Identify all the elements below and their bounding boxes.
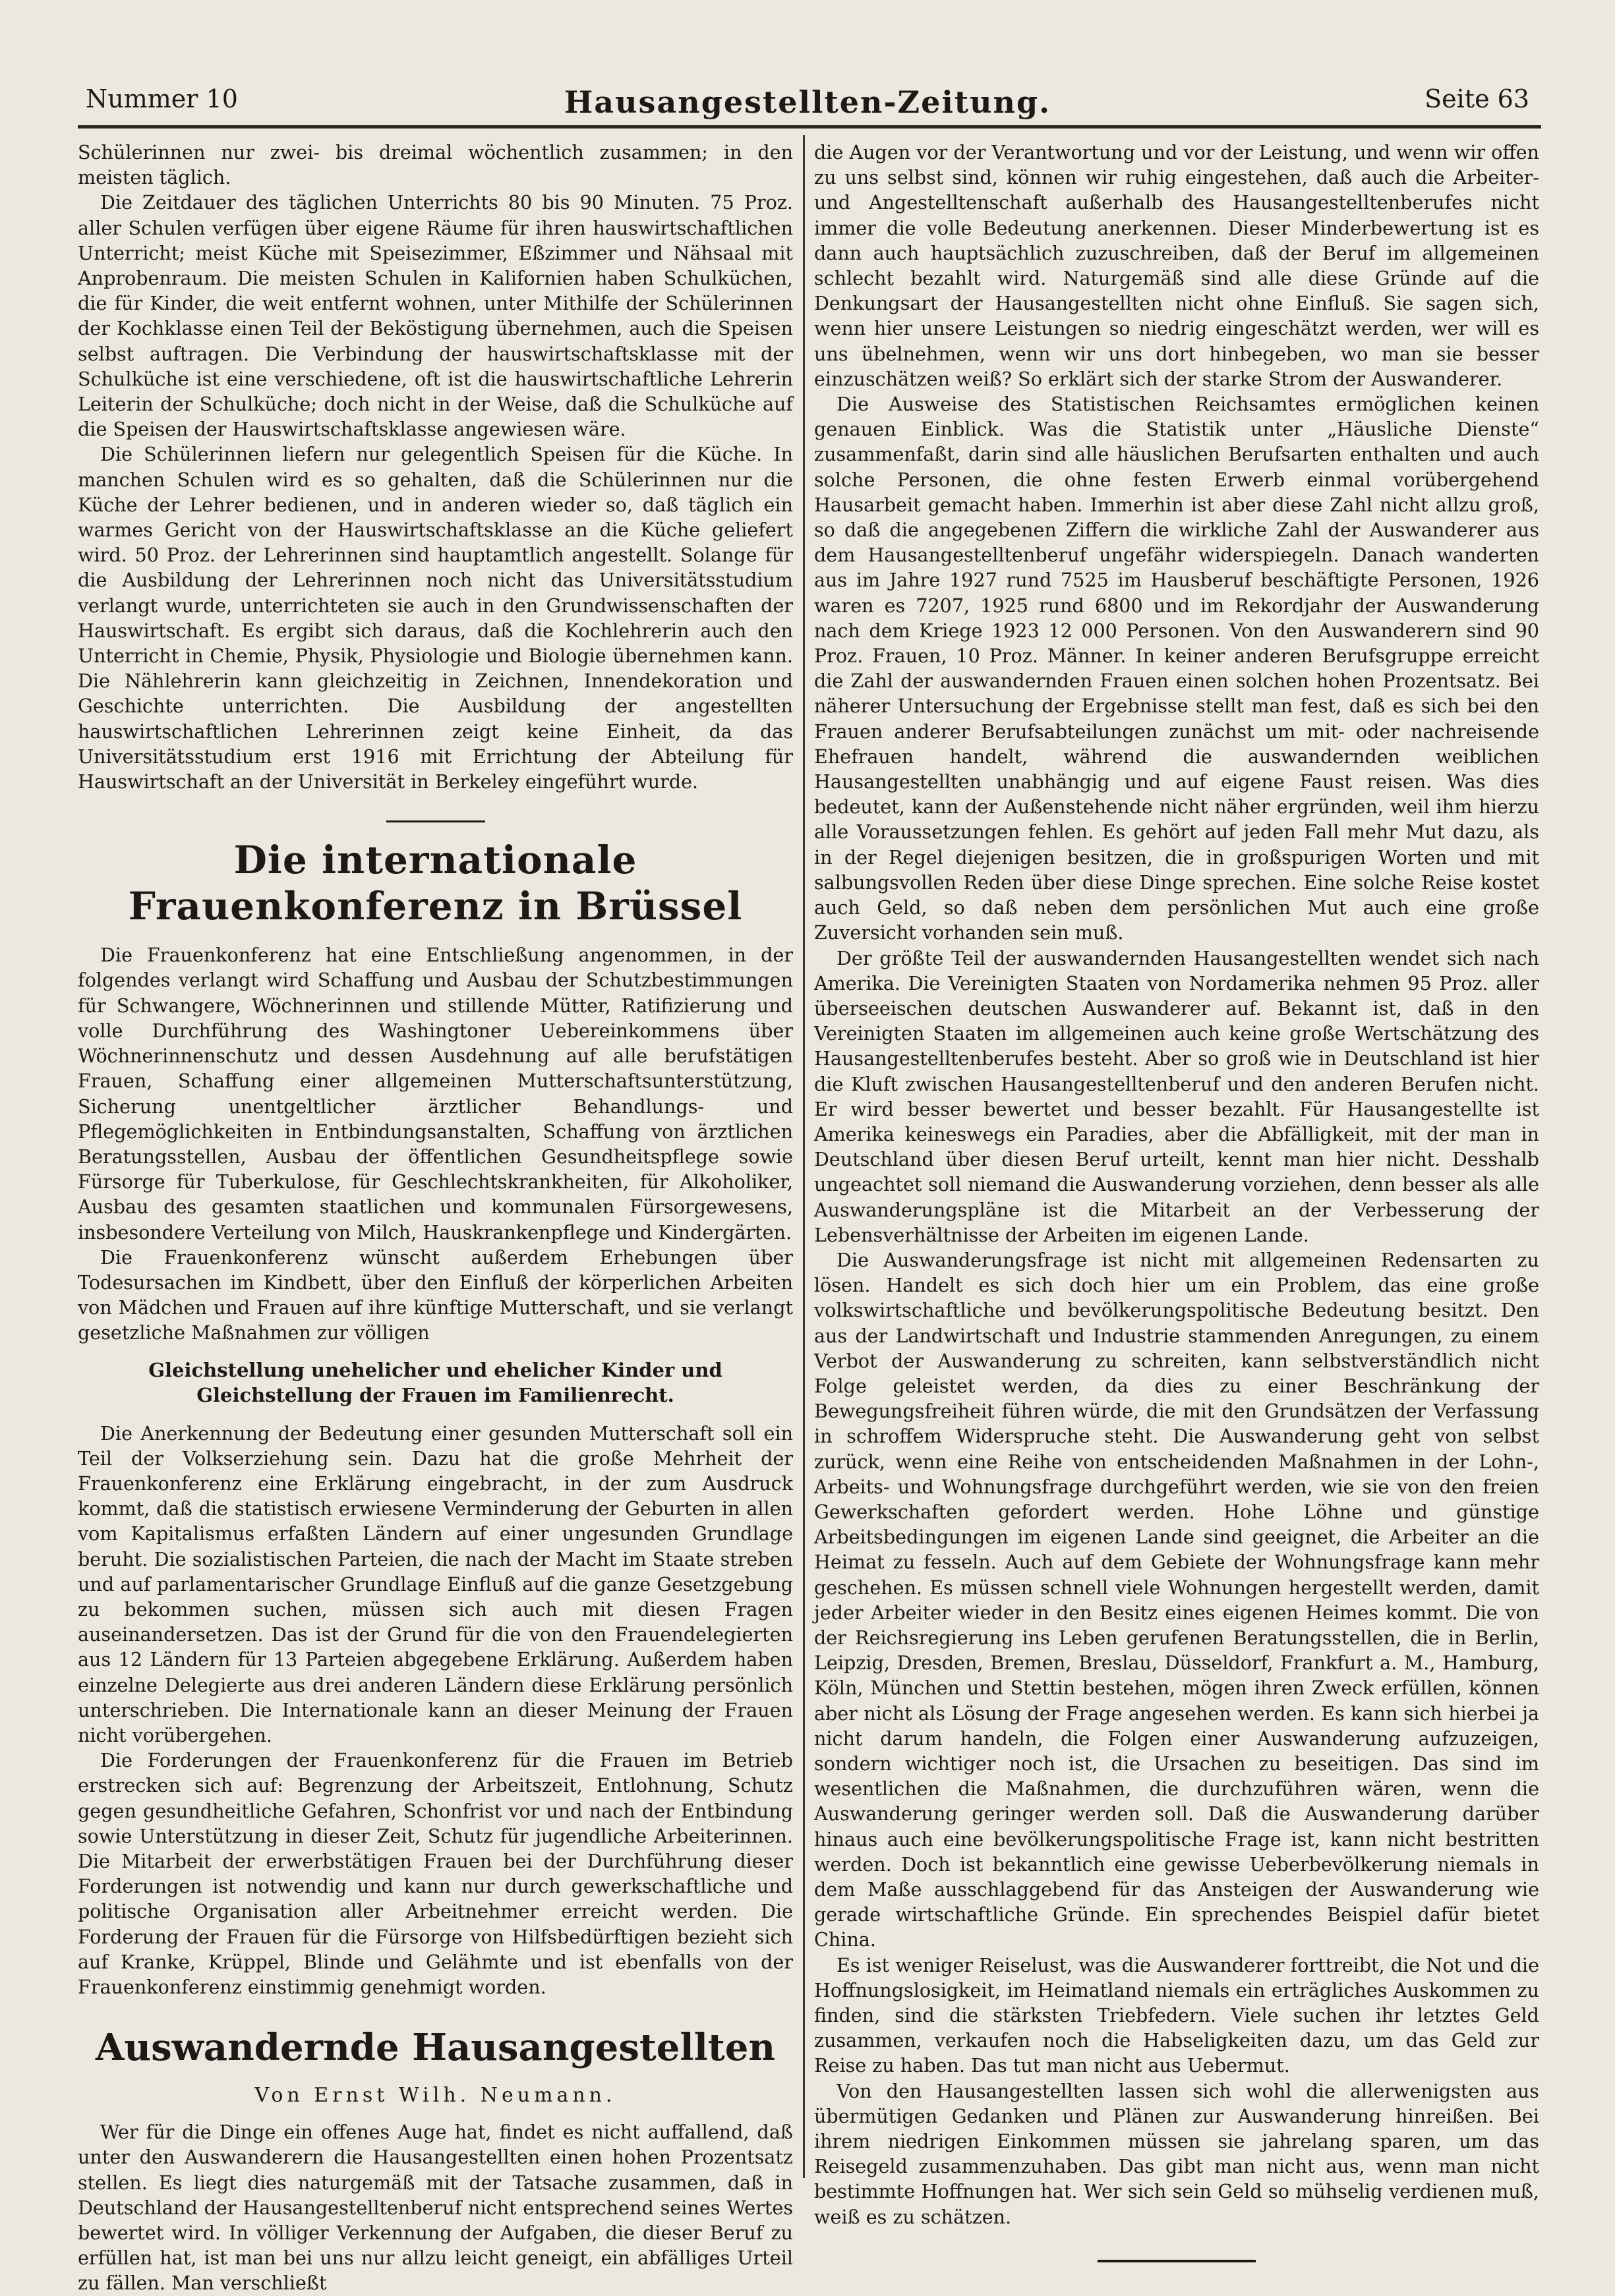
text-paragraph: Es ist weniger Reiselust, was die Auswanderer forttreibt, die Not und die Hoffnungslosigkeit, im Heimatland niemals ein erträgliches Auskommen zu finden, sind die stärksten Triebfedern. Viele suchen ihr letztes Geld zusammen, verkaufen noch die Habseligkeiten dazu, um das Geld zur Reise zu haben. Das tut man nicht aus Uebermut. <box>814 1953 1539 2077</box>
column-separator <box>803 135 805 2178</box>
text-paragraph: Die Forderungen der Frauenkonferenz für die Frauen im Betrieb erstrecken sich auf: Begrenzung der Arbeitszeit, Entlohnung, Schutz gegen gesundheitliche Gefahren, Schonfrist vor und nach der Entbindung sowie Unterstützung in dieser Zeit, Schutz für jugendliche Arbeiterinnen. Die Mitarbeit der erwerbstätigen Frauen bei der Durchführung dieser Forderungen ist notwendig und kann nur durch gewerkschaftliche und politische Organisation aller Arbeitnehmer erreicht werden. Die Forderung der Frauen für die Fürsorge von Hilfsbedürftigen bezieht sich auf Kranke, Krüppel, Blinde und Gelähmte und ist ebenfalls von der Frauenkonferenz einstimmig genehmigt worden. <box>78 1749 793 1998</box>
text-paragraph: Von den Hausangestellten lassen sich wohl die allerwenigsten aus übermütigen Gedanken und Plänen zur Auswanderung hinreißen. Bei ihrem niedrigen Einkommen müssen sie jahrelang sparen, um das Reisegeld zusammenzuhaben. Das gibt man nicht aus, wenn man nicht bestimmte Hoffnungen hat. Wer sich sein Geld so mühselig verdienen muß, weiß es zu schätzen. <box>814 2079 1539 2228</box>
text-paragraph: Die Frauenkonferenz hat eine Entschließung angenommen, in der folgendes verlangt wird Schaffung und Ausbau der Schutzbestimmungen für Schwangere, Wöchnerinnen und stillende Mütter, Ratifizierung und volle Durchführung des Washingtoner Uebereinkommens über Wöchnerinnenschutz und dessen Ausdehnung auf alle berufstätigen Frauen, Schaffung einer allgemeinen Mutterschaftsunterstützung, Sicherung unentgeltlicher ärztlicher Behandlungs- und Pflegemöglichkeiten in Entbindungsanstalten, Schaffung von ärztlichen Beratungsstellen, Ausbau der öffentlichen Gesundheitspflege sowie Fürsorge für Tuberkulose, für Geschlechtskrankheiten, für Alkoholiker, Ausbau des gesamten staatlichen und kommunalen Fürsorgewesens, insbesondere Verteilung von Milch, Hauskrankenpflege und Kindergärten. <box>78 944 793 1244</box>
text-paragraph: Die Ausweise des Statistischen Reichsamtes ermöglichen keinen genauen Einblick. Was die Statistik unter „Häusliche Dienste“ zusammenfaßt, darin sind alle häuslichen Berufsarten enthalten und auch solche Personen, die ohne festen Erwerb einmal vorübergehend Hausarbeit gemacht haben. Immerhin ist aber diese Zahl nicht allzu groß, so daß die angegebenen Ziffern die wirkliche Zahl der Auswanderer aus dem Hausangestelltenberuf ungefähr widerspiegeln. Danach wanderten aus im Jahre 1927 rund 7525 im Hausberuf beschäftigte Personen, 1926 waren es 7207, 1925 rund 6800 und im Rekordjahr der Auswanderung nach dem Kriege 1923 12 000 Personen. Von den Auswanderern sind 90 Proz. Frauen, 10 Proz. Männer. In keiner anderen Berufsgruppe erreicht die Zahl der auswandernden Frauen einen solchen hohen Prozentsatz. Bei näherer Untersuchung der Ergebnisse stellt man fest, daß es sich bei den Frauen anderer Berufsabteilungen zunächst um mit- oder nachreisende Ehefrauen handelt, während die auswandernden weiblichen Hausangestellten unabhängig und auf eigene Faust reisen. Was dies bedeutet, kann der Außenstehende nicht näher ergründen, weil ihm hierzu alle Voraussetzungen fehlen. Es gehört auf jeden Fall mehr Mut dazu, als in der Regel diejenigen besitzen, die in großspurigen Worten und mit salbungsvollen Reden über diese Dinge sprechen. Eine solche Reise kostet auch Geld, so daß neben dem persönlichen Mut auch eine große Zuversicht vorhanden sein muß. <box>814 393 1539 944</box>
left-column <box>78 140 793 2295</box>
text-paragraph: Der größte Teil der auswandernden Hausangestellten wendet sich nach Amerika. Die Vereinigten Staaten von Nordamerika nehmen 95 Proz. aller überseeischen deutschen Auswanderer auf. Bekannt ist, daß in den Vereinigten Staaten im allgemeinen auch keine große Wertschätzung des Hausangestelltenberufes besteht. Aber so groß wie in Deutschland ist hier die Kluft zwischen Hausangestelltenberuf und den anderen Berufen nicht. Er wird besser bewertet und besser bezahlt. Für Hausangestellte ist Amerika keineswegs ein Paradies, aber die Abfälligkeit, mit der man in Deutschland über diesen Beruf urteilt, kennt man hier nicht. Desshalb ungeachtet soll niemand die Auswanderung vorziehen, denn besser als alle Auswanderungspläne ist die Mitarbeit an der Verbesserung der Lebensverhältnisse der Arbeiten im eigenen Lande. <box>814 946 1539 1246</box>
text-paragraph: Die Schülerinnen liefern nur gelegentlich Speisen für die Küche. In manchen Schulen wird es so gehalten, daß die Schülerinnen nur die Küche der Lehrer bedienen, und in anderen wieder so, daß täglich ein warmes Gericht von der Hauswirtschaftsklasse an die Küche geliefert wird. 50 Proz. der Lehrerinnen sind hauptamtlich angestellt. Solange für die Ausbildung der Lehrerinnen noch nicht das Universitätsstudium verlangt wurde, unterrichteten sie auch in den Grundwissenschaften der Hauswirtschaft. Es ergibt sich daraus, daß die Kochlehrerin auch den Unterricht in Chemie, Physik, Physiologie und Biologie übernehmen kann. Die Nählehrerin kann gleichzeitig in Zeichnen, Innendekoration und Geschichte unterrichten. Die Ausbildung der angestellten hauswirtschaftlichen Lehrerinnen zeigt keine Einheit, da das Universitätsstudium erst 1916 mit Errichtung der Abteilung für Hauswirtschaft an der Universität in Berkeley eingeführt wurde. <box>78 443 793 793</box>
text-paragraph: Wer für die Dinge ein offenes Auge hat, findet es nicht auffallend, daß unter den Auswanderern die Hausangestellten einen hohen Prozentsatz stellen. Es liegt dies naturgemäß mit der Tatsache zusammen, daß in Deutschland der Hausangestelltenberuf nicht entsprechend seines Wertes bewertet wird. In völliger Verkennung der Aufgaben, die dieser Beruf zu erfüllen hat, ist man bei uns nur allzu leicht geneigt, ein abfälliges Urteil zu fällen. Man verschließt <box>78 2121 793 2295</box>
text-paragraph: Schülerinnen nur zwei- bis dreimal wöchentlich zusammen; in den meisten täglich. <box>78 141 793 189</box>
article-title-auswandernde: Auswandernde Hausangestellten <box>95 2026 776 2070</box>
text-paragraph: Die Frauenkonferenz wünscht außerdem Erhebungen über Todesursachen im Kindbett, über den Einfluß der körperlichen Arbeiten von Mädchen und Frauen auf ihre künftige Mutterschaft, und sie verlangt gesetzliche Maßnahmen zur völligen <box>78 1246 793 1344</box>
section-rule <box>386 820 485 822</box>
header-rule <box>78 125 1541 129</box>
text-paragraph: die Augen vor der Verantwortung und vor der Leistung, und wenn wir offen zu uns selbst sind, können wir ruhig eingestehen, daß auch die Arbeiter- und Angestelltenschaft außerhalb des Hausangestelltenberufes nicht immer die volle Bedeutung anerkennen. Dieser Minderbewertung ist es dann auch hauptsächlich zuzuschreiben, daß der Beruf im allgemeinen schlecht bezahlt wird. Naturgemäß sind alle diese Gründe auf die Denkungsart der Hausangestellten nicht ohne Einfluß. Sie sagen sich, wenn hier unsere Leistungen so niedrig eingeschätzt werden, wer will es uns übelnehmen, wenn wir uns dort hinbegeben, wo man sie besser einzuschätzen weiß? So erklärt sich der starke Strom der Auswanderer. <box>814 141 1539 390</box>
newspaper-masthead: Hausangestellten-Zeitung. <box>564 84 1051 120</box>
right-column <box>814 140 1539 2228</box>
article-author: Von Ernst Wilh. Neumann. <box>254 2084 616 2108</box>
text-paragraph: Die Auswanderungsfrage ist nicht mit allgemeinen Redensarten zu lösen. Handelt es sich doch hier um ein Problem, das eine große volkswirtschaftliche und bevölkerungspolitische Bedeutung besitzt. Den aus der Landwirtschaft und Industrie stammenden Anregungen, zu einem Verbot der Auswanderung zu schreiten, kann selbstverständlich nicht Folge geleistet werden, da dies zu einer Beschränkung der Bewegungsfreiheit führen würde, die mit den Grundsätzen der Verfassung in schroffem Widerspruche steht. Die Auswanderung geht von selbst zurück, wenn eine Reihe von entscheidenden Maßnahmen in der Lohn-, Arbeits- und Wohnungsfrage durchgeführt werden, wie sie von den freien Gewerkschaften gefordert werden. Hohe Löhne und günstige Arbeitsbedingungen im eigenen Lande sind geeignet, die Arbeiter an die Heimat zu fesseln. Auch auf dem Gebiete der Wohnungsfrage kann mehr geschehen. Es müssen schnell viele Wohnungen hergestellt werden, damit jeder Arbeiter wieder in den Besitz eines eigenen Heimes kommt. Die von der Reichsregierung ins Leben gerufenen Beratungsstellen, die in Berlin, Leipzig, Dresden, Bremen, Breslau, Düsseldorf, Frankfurt a. M., Hamburg, Köln, München und Stettin bestehen, mögen ihren Zweck erfüllen, können aber nicht als Lösung der Frage angesehen werden. Es kann sich hierbei ja nicht darum handeln, die Folgen einer Auswanderung aufzuzeigen, sondern wichtiger noch ist, die Ursachen zu beseitigen. Das sind im wesentlichen die Maßnahmen, die durchzuführen wären, wenn die Auswanderung geringer werden soll. Daß die Auswanderung darüber hinaus auch eine bevölkerungspolitische Frage ist, kann nicht bestritten werden. Doch ist bekanntlich eine gewisse Ueberbevölkerung niemals in dem Maße ausschlaggebend für das Ansteigen der Auswanderung wie gerade wirtschaftliche Gründe. Ein sprechendes Beispiel dafür bietet China. <box>814 1248 1539 1951</box>
text-paragraph: Die Anerkennung der Bedeutung einer gesunden Mutterschaft soll ein Teil der Volkserziehung sein. Dazu hat die große Mehrheit der Frauenkonferenz eine Erklärung eingebracht, in der zum Ausdruck kommt, daß die statistisch erwiesene Verminderung der Geburten in allen vom Kapitalismus erfaßten Ländern auf einer ungesunden Grundlage beruht. Die sozialistischen Parteien, die nach der Macht im Staate streben und auf parlamentarischer Grundlage Einfluß auf die ganze Gesetzgebung zu bekommen suchen, müssen sich auch mit diesen Fragen auseinandersetzen. Das ist der Grund für die von den Frauendelegierten aus 12 Ländern für 13 Parteien abgegebene Erklärung. Außerdem haben einzelne Delegierte aus drei anderen Ländern diese Erklärung persönlich unterschrieben. Die Internationale kann an dieser Meinung der Frauen nicht vorübergehen. <box>78 1421 793 1746</box>
article-title-frauenkonferenz: Die internationale Frauenkonferenz in Brüssel <box>128 838 743 929</box>
article-subheading: Gleichstellung unehelicher und ehelicher Kinder und Gleichstellung der Frauen im Familienrecht. <box>148 1358 722 1406</box>
page-number: Seite 63 <box>1424 84 1529 113</box>
text-paragraph: Die Zeitdauer des täglichen Unterrichts 80 bis 90 Minuten. 75 Proz. aller Schulen verfügen über eigene Räume für ihren hauswirtschaftlichen Unterricht; meist Küche mit Speisezimmer, Eßzimmer und Nähsaal mit Anprobenraum. Die meisten Schulen in Kalifornien haben Schulküchen, die für Kinder, die weit entfernt wohnen, unter Mithilfe der Schülerinnen der Kochklasse einen Teil der Beköstigung übernehmen, auch die Speisen selbst auftragen. Die Verbindung der hauswirtschaftsklasse mit der Schulküche ist eine verschiedene, oft ist die hauswirtschaftliche Lehrerin Leiterin der Schulküche; doch nicht in der Weise, daß die Schulküche auf die Speisen der Hauswirtschaftsklasse angewiesen wäre. <box>78 191 793 441</box>
issue-number: Nummer 10 <box>86 84 238 113</box>
article-end-rule <box>1098 2260 1256 2262</box>
